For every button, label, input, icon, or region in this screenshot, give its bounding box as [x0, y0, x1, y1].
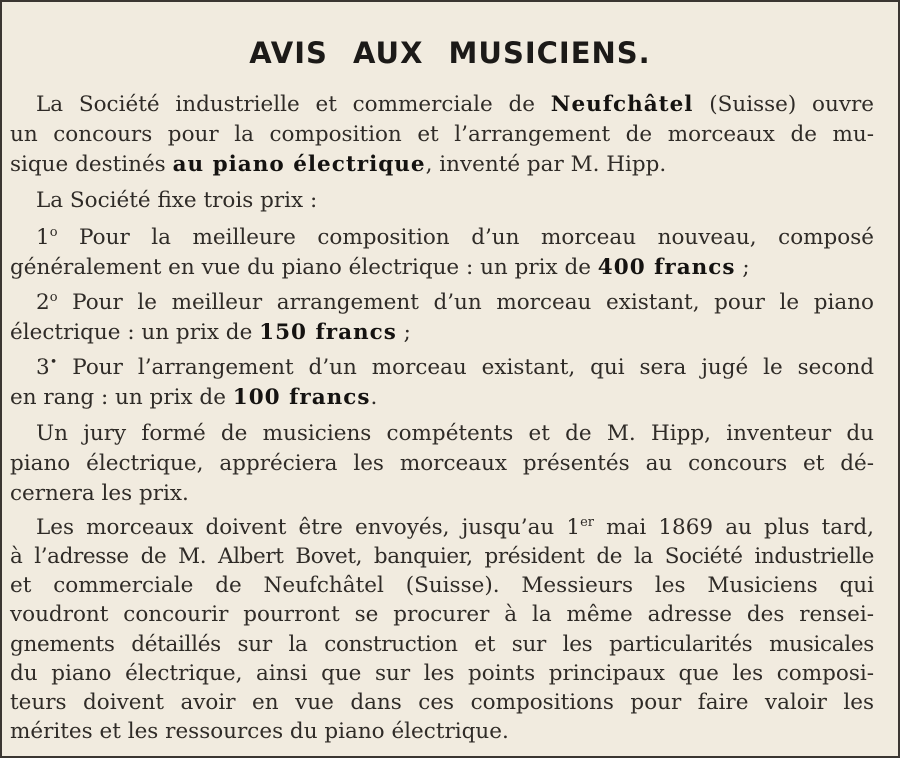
prize-1-line-1 — [36, 223, 874, 253]
jury-line-1: Un jury formé de musiciens compétents et de M. Hipp, inventeur du — [36, 421, 874, 446]
intro-text: , inventé par M. Hipp. — [425, 152, 667, 177]
ordinal-mark: o — [49, 225, 58, 240]
prize-text: généralement en vue du piano électrique : un prix de — [10, 255, 598, 280]
sending-line-3: et commerciale de Neufchâtel (Suisse). Messieurs les Musiciens qui — [10, 573, 874, 598]
sending-line-5: gnements détaillés sur la construction et sur les particularités musicales — [10, 632, 874, 657]
intro-line-1 — [36, 90, 874, 120]
prize-number: 3 — [36, 355, 50, 380]
prize-text: Pour l’arrangement d’un morceau existant, qui sera jugé le second — [57, 355, 874, 380]
prize-amount: 100 francs — [232, 385, 371, 410]
prize-amount: 400 francs — [597, 255, 736, 280]
intro-text: La Société industrielle et commerciale de — [36, 92, 551, 117]
prize-3-line-1 — [36, 353, 874, 383]
prize-3-line-2 — [10, 383, 874, 413]
prize-text: Pour le meilleur arrangement d’un morceau existant, pour le piano — [57, 290, 874, 315]
prize-2-line-1 — [36, 288, 874, 318]
intro-text: (Suisse) ouvre — [693, 92, 874, 117]
ordinal-mark: • — [49, 355, 58, 370]
city-name: Neufchâtel — [550, 92, 694, 117]
sending-text: Les morceaux doivent être envoyés, jusqu’au — [36, 515, 567, 540]
jury-line-3: cernera les prix. — [10, 481, 189, 506]
sending-line-2: à l’adresse de M. Albert Bovet, banquier, président de la Société industrielle — [10, 544, 874, 569]
intro-line-2: un concours pour la composition et l’arrangement de morceaux de mu- — [10, 122, 874, 147]
prize-text: ; — [735, 255, 750, 280]
prize-number: 2 — [36, 290, 50, 315]
prize-1-line-2 — [10, 253, 874, 283]
intro-line-3 — [10, 150, 874, 180]
sending-line-7: teurs doivent avoir en vue dans ces compositions pour faire valoir les — [10, 690, 874, 715]
sending-line-8: mérites et les ressources du piano électrique. — [10, 719, 509, 744]
ordinal-mark: o — [49, 290, 58, 305]
prize-text: Pour la meilleure composition d’un morceau nouveau, composé — [57, 225, 874, 250]
prize-text: électrique : un prix de — [10, 320, 260, 345]
jury-line-2: piano électrique, appréciera les morceaux présentés au concours et dé- — [10, 451, 874, 476]
sending-line-1 — [36, 513, 874, 543]
notice-title: AVIS AUX MUSICIENS. — [249, 36, 651, 70]
intro-text: sique destinés — [10, 152, 173, 177]
ordinal-mark: er — [580, 515, 594, 530]
day-number: 1 — [566, 515, 581, 540]
prize-number: 1 — [36, 225, 50, 250]
prize-text: ; — [396, 320, 411, 345]
prize-text: . — [370, 385, 378, 410]
prizes-intro: La Société fixe trois prix : — [36, 188, 318, 213]
prize-text: en rang : un prix de — [10, 385, 233, 410]
prize-amount: 150 francs — [259, 320, 397, 345]
sending-line-6: du piano électrique, ainsi que sur les points principaux que les composi- — [10, 661, 874, 686]
sending-line-4: voudront concourir pourront se procurer à la même adresse des rensei- — [10, 602, 874, 627]
prize-2-line-2 — [10, 318, 874, 348]
sending-text: mai 1869 au plus tard, — [593, 515, 874, 540]
piano-emphasis: au piano électrique — [172, 152, 426, 177]
